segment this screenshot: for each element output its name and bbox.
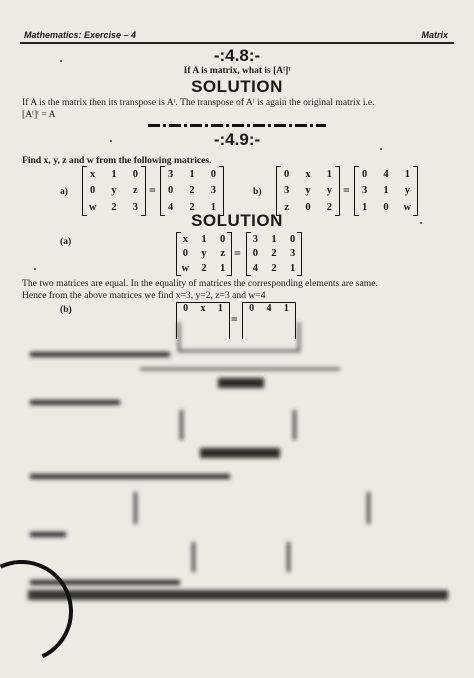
matrix-cell: w [403,202,412,214]
matrix-b-right [354,166,418,216]
section-title-4-8: -:4.8:- [213,46,261,65]
header-subject: Mathematics: Exercise – 4 [24,30,137,40]
matrix-cell: 4 [266,303,272,314]
matrix-a-left [82,166,146,216]
matrix-cell: 3 [284,185,290,197]
explanation-line2: Hence from the above matrices we find x=3, y=2, z=3 and w=4 [22,290,266,301]
speck [420,222,422,224]
matrix-cell: 0 [249,303,255,314]
matrix-cell: 1 [283,303,289,314]
matrix-cell: 3 [252,233,258,245]
solution-b-label: (b) [60,304,72,315]
matrix-a-right [160,166,224,216]
matrix-cell: 1 [201,233,207,245]
matrix-cell: 3 [210,185,216,197]
matrix-cell: y [326,185,332,197]
section-title-4-9: -:4.9:- [213,130,261,149]
speck [60,60,62,62]
matrix-cell: 2 [326,202,332,214]
matrix-cell: 1 [111,168,117,180]
answer-text-4-8-line1: If A is the matrix then its transpose is Aᵗ. The transpose of Aᵗ is again the original matrix i.e. [22,97,375,108]
matrix-cell: 0 [305,202,311,214]
matrix-cell: 0 [284,168,290,180]
matrix-cell: 0 [362,168,368,180]
matrix-cell: 3 [362,185,368,197]
matrix-cell: 4 [383,168,389,180]
matrix-cell: 1 [290,263,296,275]
explanation-line1: The two matrices are equal. In the equality of matrices the corresponding elements are same. [22,278,378,289]
matrix-cell: x [90,168,96,180]
matrix-cell: x [182,233,188,245]
matrix-cell: y [111,185,117,197]
solution-a-matrix-right [246,232,302,276]
pen-scribble-mark [0,545,88,677]
solution-heading-4-9: SOLUTION [191,211,283,230]
matrix-cell: 2 [201,263,207,275]
matrix-cell: 2 [271,263,277,275]
page-header [20,26,454,44]
matrix-cell: 1 [189,168,195,180]
matrix-cell: 3 [168,168,174,180]
matrix-cell: 1 [217,303,223,314]
matrix-cell: 0 [183,303,189,314]
matrix-cell: 0 [168,185,174,197]
matrix-cell: 0 [220,233,226,245]
matrix-cell: 0 [290,233,296,245]
matrix-cell: 0 [132,168,138,180]
part-a-label: a) [60,186,68,197]
matrix-cell: 2 [111,202,117,214]
speck [380,148,382,150]
matrix-cell: 1 [404,168,410,180]
matrix-cell: 0 [252,248,258,260]
matrix-cell: w [88,202,97,214]
matrix-cell: 1 [271,233,277,245]
matrix-cell: 1 [383,185,389,197]
solution-a-matrix-left [176,232,232,276]
matrix-cell: 4 [168,202,174,214]
matrix-cell: y [404,185,410,197]
matrix-cell: 2 [189,202,195,214]
matrix-cell: 0 [90,185,96,197]
matrix-cell: z [132,185,138,197]
speck [110,140,112,142]
matrix-cell: z [220,248,225,260]
matrix-cell: 2 [271,248,277,260]
matrix-cell: 0 [383,202,389,214]
speck [34,268,36,270]
solution-a-label: (a) [60,236,72,247]
part-b-label: b) [253,186,262,197]
question-4-9: Find x, y, z and w from the following matrices. [22,155,212,166]
equals-sign-a: = [149,183,156,197]
matrix-cell: x [305,168,311,180]
matrix-cell: y [305,185,311,197]
equals-sign-b: = [343,183,350,197]
matrix-cell: x [200,303,206,314]
matrix-cell: y [201,248,207,260]
header-chapter: Matrix [421,30,448,40]
equals-sign-sol-b: = [231,312,238,326]
matrix-cell: 4 [252,263,258,275]
matrix-cell: 2 [189,185,195,197]
question-4-8: If A is matrix, what is [Aᵗ]ᵗ [183,66,291,76]
answer-text-4-8-line2: [Aᵗ]ᵗ = A [22,109,56,120]
equals-sign-sol-a: = [234,246,241,260]
matrix-cell: z [284,202,289,214]
matrix-cell: w [181,263,190,275]
matrix-cell: 3 [132,202,138,214]
matrix-cell: 1 [220,263,226,275]
matrix-cell: 0 [210,168,216,180]
matrix-b-left [276,166,340,216]
matrix-cell: 3 [290,248,296,260]
matrix-cell: 1 [326,168,332,180]
matrix-cell: 1 [210,202,216,214]
page-footer-bar [28,590,448,600]
matrix-cell: 1 [362,202,368,214]
matrix-cell: 0 [182,248,188,260]
solution-heading-4-8: SOLUTION [191,77,283,96]
section-divider [148,124,326,127]
